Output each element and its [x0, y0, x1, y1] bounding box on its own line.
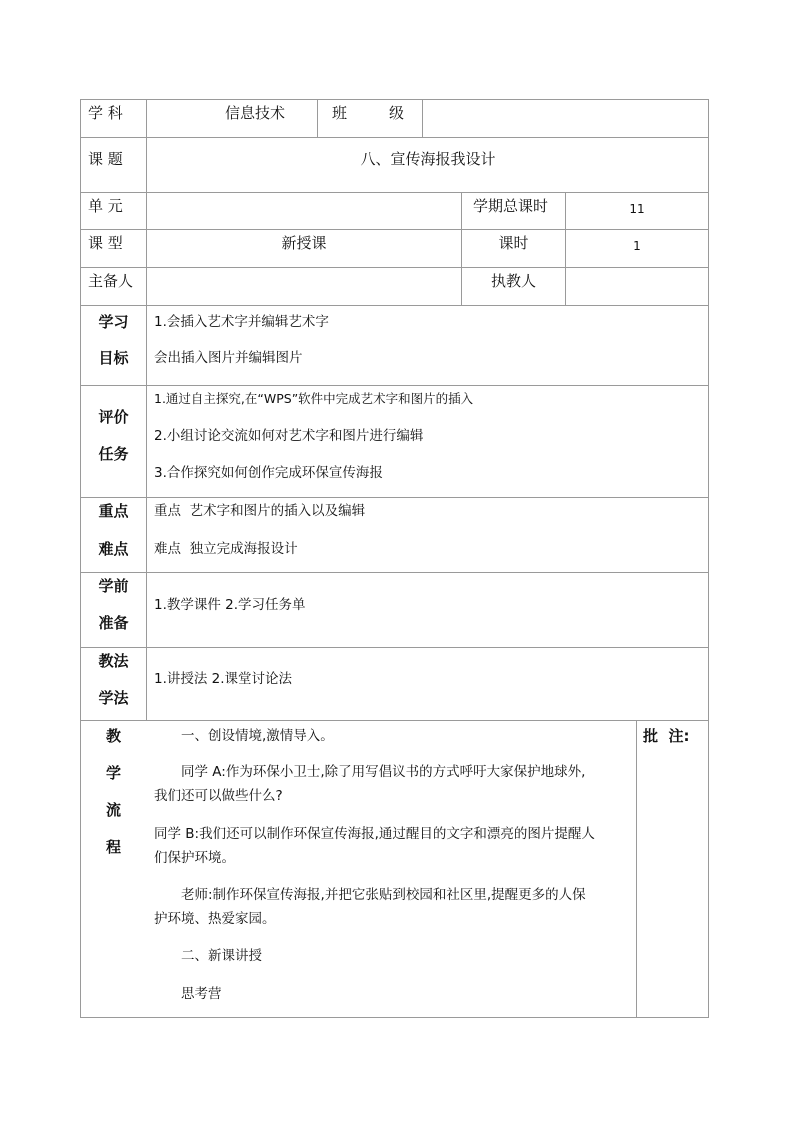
table-rule	[80, 572, 709, 573]
table-border-left	[80, 99, 81, 1018]
tasks-line: 2.小组讨论交流如何对艺术字和图片进行编辑	[154, 428, 424, 444]
flow-paragraph: 一、创设情境,激情导入。	[181, 728, 334, 744]
tasks-line: 3.合作探究如何创作完成环保宣传海报	[154, 465, 383, 481]
tasks-label-line-2: 任务	[98, 445, 129, 463]
flow-label-char: 学	[105, 764, 121, 782]
class-hours-value: 1	[633, 239, 641, 253]
prep-label-line-2: 准备	[98, 614, 129, 632]
flow-paragraph: 同学 A:作为环保小卫士,除了用写倡议书的方式呼吁大家保护地球外,	[181, 764, 586, 780]
key-label-line-2: 难点	[98, 540, 129, 558]
lesson-type-label: 课 型	[88, 234, 123, 252]
key-line: 重点 艺术字和图片的插入以及编辑	[154, 503, 366, 519]
table-rule	[80, 720, 709, 721]
flow-label-char: 程	[105, 838, 121, 856]
table-rule	[80, 229, 709, 230]
topic-value: 八、宣传海报我设计	[360, 150, 496, 168]
tasks-label-line-1: 评价	[98, 408, 129, 426]
flow-label-char: 流	[105, 801, 121, 819]
flow-paragraph: 们保护环境。	[154, 850, 235, 866]
goals-label-line-2: 目标	[98, 349, 129, 367]
flow-label-char: 教	[105, 727, 121, 745]
teacher-label: 执教人	[490, 272, 536, 290]
class-hours-label: 课时	[498, 234, 529, 252]
table-rule	[80, 267, 709, 268]
flow-paragraph: 思考营	[181, 986, 222, 1002]
table-border-top	[80, 99, 709, 100]
goals-label-line-1: 学习	[98, 313, 129, 331]
prep-label-line-1: 学前	[98, 577, 129, 595]
method-value: 1.讲授法 2.课堂讨论法	[154, 671, 293, 687]
flow-paragraph: 老师:制作环保宣传海报,并把它张贴到校园和社区里,提醒更多的人保	[181, 887, 586, 903]
annotation-label: 批 注:	[643, 727, 690, 745]
preparer-label: 主备人	[88, 272, 134, 290]
table-rule	[146, 99, 147, 721]
table-rule	[636, 720, 637, 1018]
table-rule	[80, 192, 709, 193]
table-rule	[317, 99, 318, 138]
tasks-line: 1.通过自主探究,在“WPS”软件中完成艺术字和图片的插入	[154, 391, 474, 406]
subject-label: 学 科	[88, 104, 123, 122]
key-line: 难点 独立完成海报设计	[154, 541, 298, 557]
flow-paragraph: 我们还可以做些什么?	[154, 788, 283, 804]
flow-paragraph: 同学 B:我们还可以制作环保宣传海报,通过醒目的文字和漂亮的图片提醒人	[154, 826, 595, 842]
table-rule	[80, 137, 709, 138]
subject-value: 信息技术	[225, 104, 286, 122]
table-border-bottom	[80, 1017, 709, 1018]
table-rule	[80, 647, 709, 648]
table-rule	[80, 497, 709, 498]
goals-line: 会出插入图片并编辑图片	[154, 350, 303, 366]
table-rule	[80, 305, 709, 306]
method-label-line-2: 学法	[98, 689, 129, 707]
table-border-right	[708, 99, 709, 1018]
table-rule	[422, 99, 423, 138]
prep-value: 1.教学课件 2.学习任务单	[154, 597, 306, 613]
class-label-char-2: 级	[389, 104, 405, 122]
table-rule	[80, 385, 709, 386]
class-label-char-1: 班	[332, 104, 348, 122]
lesson-type-value: 新授课	[281, 234, 327, 252]
flow-paragraph: 护环境、热爱家园。	[154, 911, 276, 927]
key-label-line-1: 重点	[98, 502, 129, 520]
method-label-line-1: 教法	[98, 652, 129, 670]
total-hours-label: 学期总课时	[473, 197, 549, 215]
topic-label: 课 题	[88, 150, 123, 168]
total-hours-value: 11	[629, 202, 645, 216]
goals-line: 1.会插入艺术字并编辑艺术字	[154, 314, 329, 330]
flow-paragraph: 二、新课讲授	[181, 948, 262, 964]
unit-label: 单 元	[88, 197, 123, 215]
